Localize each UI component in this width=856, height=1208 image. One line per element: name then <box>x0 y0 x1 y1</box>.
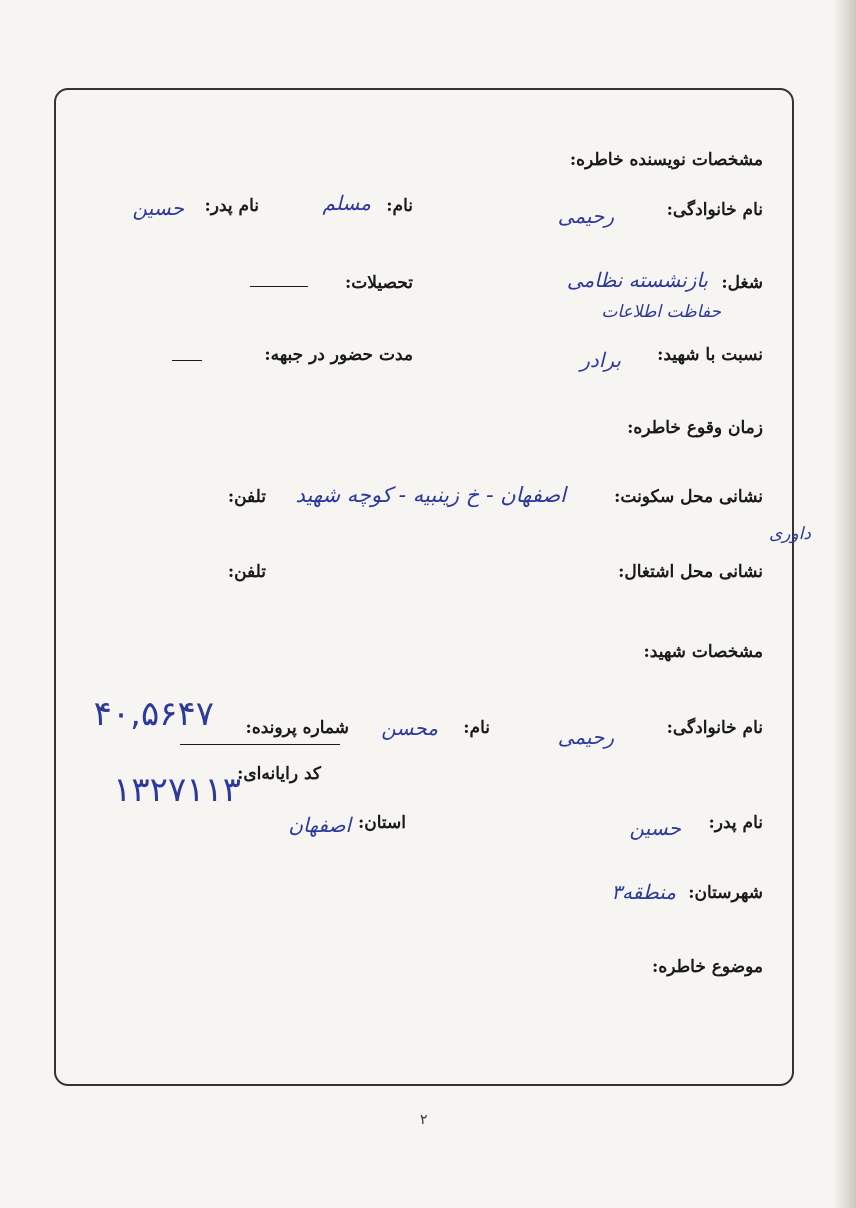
writer-work-phone-label: تلفن: <box>227 562 266 582</box>
writer-heading: مشخصات نویسنده خاطره: <box>569 150 763 170</box>
martyr-city-value: منطقه۳ <box>611 880 676 904</box>
file-underline <box>180 744 340 745</box>
writer-front-label: مدت حضور در جبهه: <box>264 345 413 365</box>
writer-phone-label: تلفن: <box>227 487 266 507</box>
writer-address-value-2: داوری <box>768 524 811 544</box>
writer-relation-label: نسبت با شهید: <box>657 345 763 365</box>
writer-address-label: نشانی محل سکونت: <box>614 487 763 507</box>
form-frame <box>54 88 794 1086</box>
writer-job-label: شغل: <box>721 273 763 293</box>
subject-label: موضوع خاطره: <box>652 957 763 977</box>
martyr-province-value: اصفهان <box>288 813 351 837</box>
martyr-city-label: شهرستان: <box>688 883 763 903</box>
martyr-code-label: کد رایانه‌ای: <box>237 764 321 784</box>
martyr-province-label: استان: <box>357 813 406 833</box>
writer-father-value: حسین <box>132 196 184 220</box>
writer-address-value: اصفهان - خ زینبیه - کوچه شهید <box>295 483 566 507</box>
writer-job-value-2: حفاظت اطلاعات <box>601 302 721 322</box>
martyr-code-value: ۱۳۲۷۱۱۳ <box>113 770 241 810</box>
writer-relation-value: برادر <box>580 348 621 372</box>
martyr-heading: مشخصات شهید: <box>643 642 763 662</box>
writer-education-label: تحصیلات: <box>345 273 413 293</box>
martyr-family-label: نام خانوادگی: <box>666 718 763 738</box>
writer-work-label: نشانی محل اشتغال: <box>618 562 763 582</box>
writer-family-label: نام خانوادگی: <box>666 200 763 220</box>
martyr-family-value: رحیمی <box>557 725 614 749</box>
front-dash <box>172 360 202 361</box>
martyr-file-label: شماره پرونده: <box>245 718 349 738</box>
writer-family-value: رحیمی <box>557 204 614 228</box>
education-dash <box>250 286 308 287</box>
martyr-name-value: محسن <box>381 716 438 740</box>
writer-name-label: نام: <box>386 196 413 216</box>
martyr-file-value: ۴۰,۵۶۴۷ <box>93 694 214 734</box>
writer-name-value: مسلم <box>322 191 371 215</box>
writer-father-label: نام پدر: <box>204 196 259 216</box>
page-number: ۲ <box>420 1112 428 1128</box>
martyr-father-label: نام پدر: <box>708 813 763 833</box>
martyr-father-value: حسین <box>629 816 681 840</box>
writer-job-value: بازنشسته نظامی <box>566 268 708 292</box>
page-edge-shadow <box>834 0 856 1208</box>
writer-time-label: زمان وقوع خاطره: <box>627 418 763 438</box>
martyr-name-label: نام: <box>463 718 490 738</box>
